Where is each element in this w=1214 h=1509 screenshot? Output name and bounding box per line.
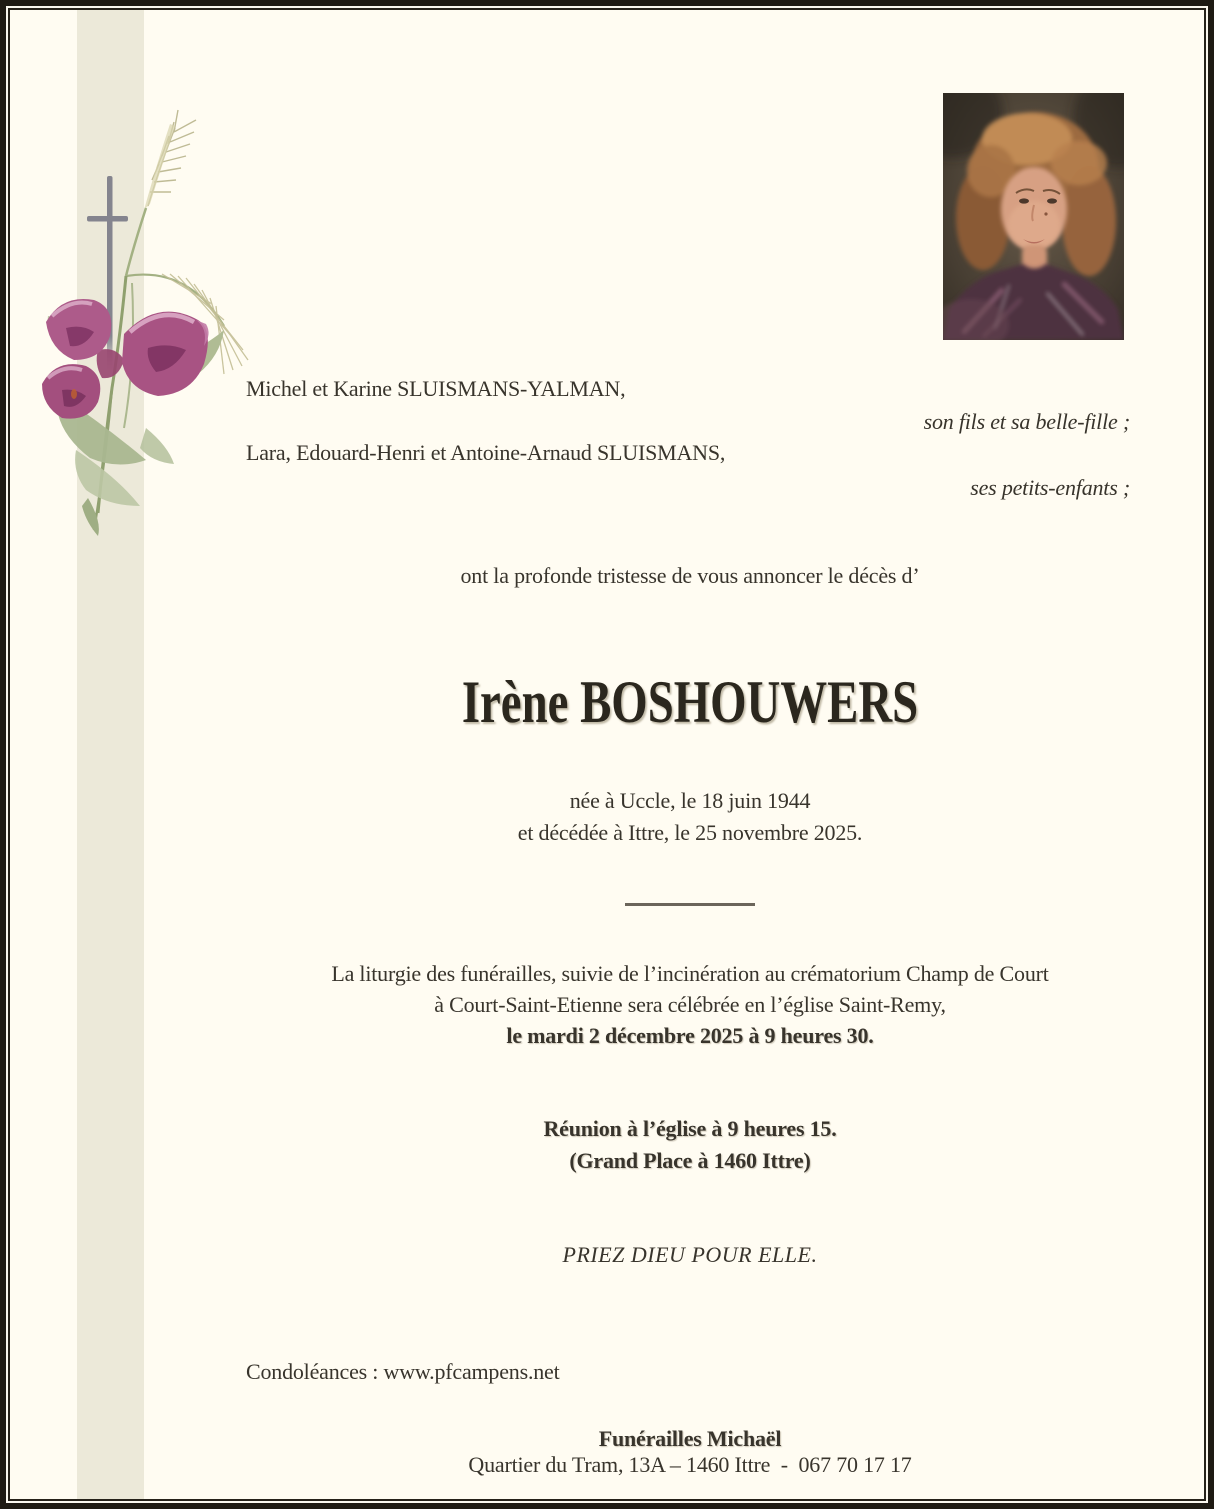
- meeting-line-1: Réunion à l’église à 9 heures 15.: [543, 1116, 837, 1141]
- relation-line-2: ses petits-enfants ;: [970, 475, 1130, 500]
- ceremony-line-1: La liturgie des funérailles, suivie de l’incinération au crématorium Champ de Court: [331, 961, 1049, 986]
- birth-line: née à Uccle, le 18 juin 1944: [569, 788, 811, 813]
- family-line-2: Lara, Edouard-Henri et Antoine-Arnaud SLUISMANS,: [246, 440, 726, 465]
- family-line-1: Michel et Karine SLUISMANS-YALMAN,: [246, 376, 626, 401]
- deceased-name: Irène BOSHOUWERS: [461, 669, 919, 735]
- meeting-line-2: (Grand Place à 1460 Ittre): [569, 1148, 811, 1173]
- ceremony-date-line: le mardi 2 décembre 2025 à 9 heures 30.: [506, 1023, 874, 1048]
- funeral-home-address: Quartier du Tram, 13A – 1460 Ittre - 067 70 17 17: [468, 1452, 912, 1477]
- funeral-home-name: Funérailles Michaël: [598, 1426, 782, 1451]
- condolences-line: Condoléances : www.pfcampens.net: [246, 1359, 560, 1384]
- ceremony-line-2: à Court-Saint-Etienne sera célébrée en l’église Saint-Remy,: [434, 992, 946, 1017]
- prayer-line: PRIEZ DIEU POUR ELLE.: [562, 1242, 818, 1267]
- calla-lily-blooms: [42, 299, 209, 419]
- floral-illustration: [28, 98, 253, 538]
- wheat-stalk: [148, 110, 196, 206]
- relation-line-1: son fils et sa belle-fille ;: [923, 409, 1130, 434]
- divider-line: [625, 903, 755, 906]
- death-line: et décédée à Ittre, le 25 novembre 2025.: [517, 820, 863, 845]
- announcement-line: ont la profonde tristesse de vous annoncer le décès d’: [460, 563, 920, 588]
- portrait-photo: [943, 93, 1124, 340]
